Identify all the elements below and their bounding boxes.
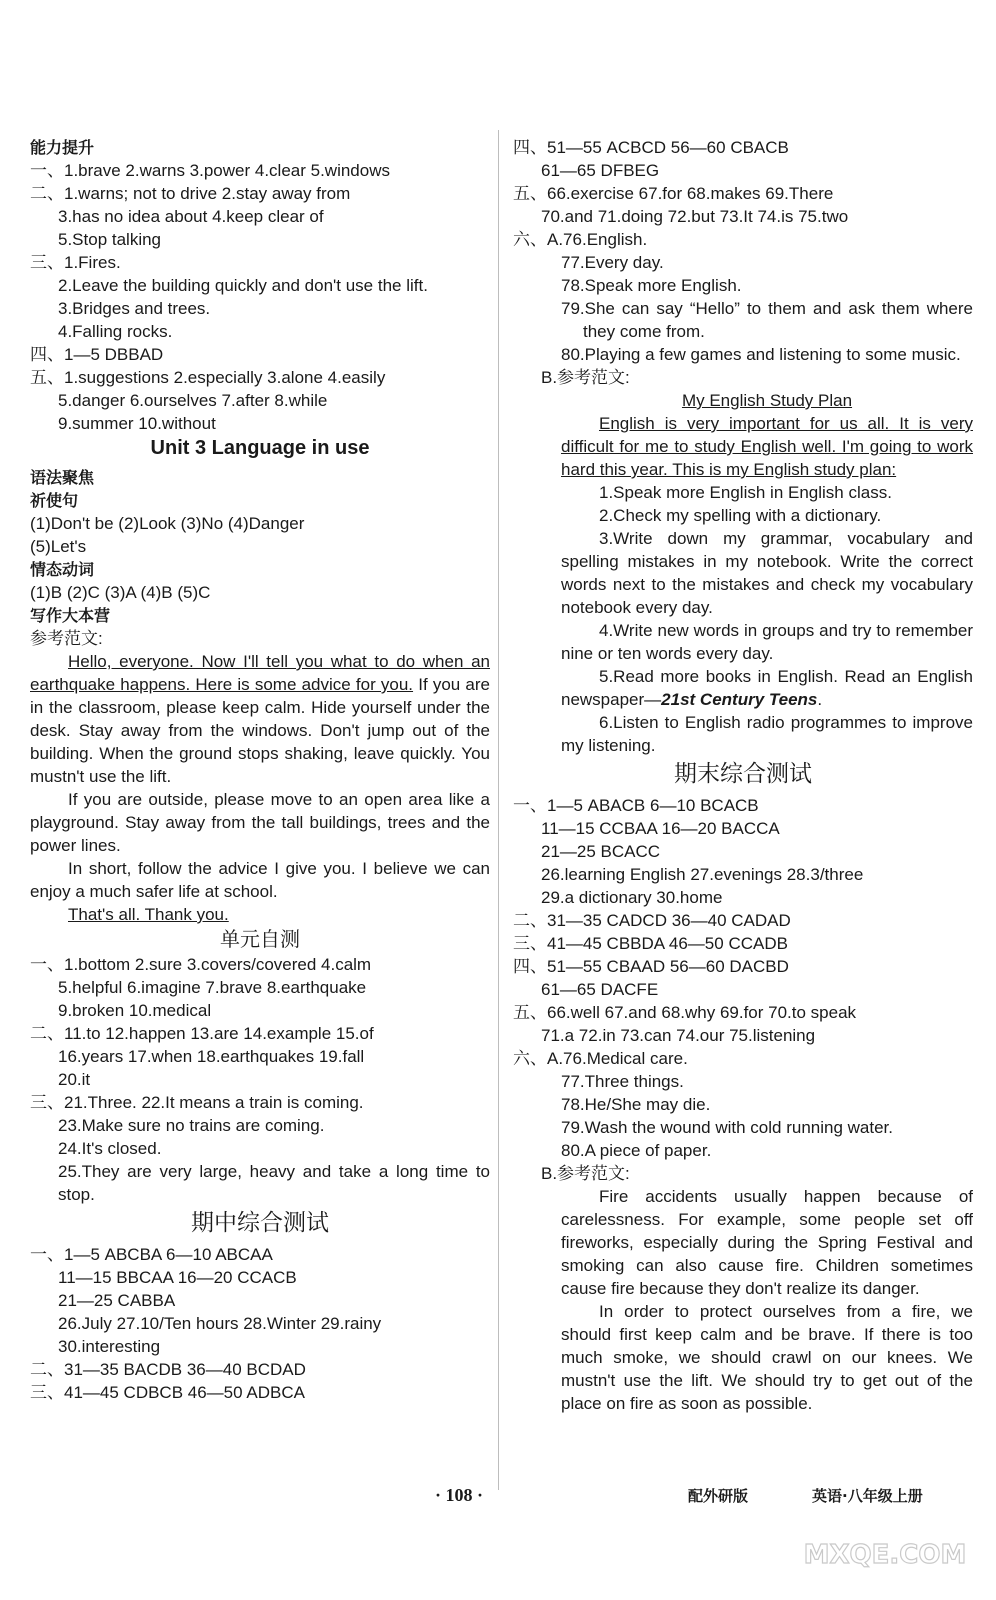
answer-line: 26.July 27.10/Ten hours 28.Winter 29.rainy [58,1314,382,1333]
essay-paragraph: If you are outside, please move to an open area like a playground. Stay away from the tall buildings, trees and the power lines. [30,790,490,855]
answer-line: (1)Don't be (2)Look (3)No (4)Danger [30,514,305,533]
section-heading: 期末综合测试 [674,761,812,787]
answer-line: 79.She can say “Hello” to them and ask them where they come from. [561,299,973,341]
answer-line: 77.Three things. [561,1072,684,1091]
answer-line: 六、A.76.English. [513,230,648,249]
essay-item: 6.Listen to English radio programmes to improve my listening. [561,713,973,755]
section-title: 能力提升 [30,138,95,157]
answer-line: 80.Playing a few games and listening to some music. [561,345,961,364]
answer-line: 五、1.suggestions 2.especially 3.alone 4.easily [30,368,386,387]
answer-line: 9.broken 10.medical [58,1001,212,1020]
sample-label: 参考范文: [30,629,103,648]
answer-line: 30.interesting [58,1337,161,1356]
answer-line: 二、31—35 BACDB 36—40 BCDAD [30,1360,306,1379]
subsection-title: 情态动词 [30,560,95,579]
essay-item-text: 5.Read more books in English. Read an English newspaper— [561,667,973,709]
essay-item: 2.Check my spelling with a dictionary. [599,506,882,525]
answer-line: 70.and 71.doing 72.but 73.It 74.is 75.two [541,207,849,226]
answer-line: 五、66.exercise 67.for 68.makes 69.There [513,184,834,203]
watermark-text: MXQE.COM [803,1540,967,1570]
answer-line: 23.Make sure no trains are coming. [58,1116,325,1135]
answer-line: 26.learning English 27.evenings 28.3/three [541,865,864,884]
answer-line: 5.Stop talking [58,230,162,249]
section-title: 写作大本营 [30,606,111,625]
answer-line: 11—15 BBCAA 16—20 CCACB [58,1268,297,1287]
essay-closing [30,903,490,926]
answer-line: 29.a dictionary 30.home [541,888,723,907]
answer-line: 71.a 72.in 73.can 74.our 75.listening [541,1026,816,1045]
essay-item [513,665,973,711]
essay-title: My English Study Plan [681,391,853,410]
sample-label: B.参考范文: [541,368,630,387]
answer-line: 3.Bridges and trees. [58,299,211,318]
essay-paragraph: In short, follow the advice I give you. I believe we can enjoy a much safer life at school. [30,859,490,901]
essay-item: 3.Write down my grammar, vocabulary and spelling mistakes in my notebook. Write the correct words next to the mistakes and check my vocabulary notebook every day. [561,529,973,617]
answer-line: 三、41—45 CDBCB 46—50 ADBCA [30,1383,305,1402]
answer-line: 一、1—5 ABCBA 6—10 ABCAA [30,1245,273,1264]
answer-line: 25.They are very large, heavy and take a long time to stop. [58,1162,490,1204]
answer-line: 3.has no idea about 4.keep clear of [58,207,324,226]
essay-item: 1.Speak more English in English class. [599,483,892,502]
answer-line: 21—25 CABBA [58,1291,176,1310]
newspaper-name: 21st Century Teens [661,690,818,709]
answer-line: 9.summer 10.without [58,414,216,433]
answer-line: 4.Falling rocks. [58,322,173,341]
answer-line: 三、41—45 CBBDA 46—50 CCADB [513,934,788,953]
answer-line: 80.A piece of paper. [561,1141,712,1160]
answer-line: 三、1.Fires. [30,253,121,272]
answer-line: 二、1.warns; not to drive 2.stay away from [30,184,351,203]
answer-line: 四、1—5 DBBAD [30,345,164,364]
answer-line: 四、51—55 CBAAD 56—60 DACBD [513,957,789,976]
answer-line: 五、66.well 67.and 68.why 69.for 70.to speak [513,1003,857,1022]
essay-paragraph: In order to protect ourselves from a fire, we should first keep calm and be brave. If there is too much smoke, we should crawl on our knees. We mustn't use the lift. We should try to get out of the place on fire as soon as possible. [561,1302,973,1413]
answer-line: 二、31—35 CADCD 36—40 CADAD [513,911,791,930]
page-number: · 108 · [435,1485,484,1505]
answer-line: 20.it [58,1070,91,1089]
essay-closing-text: That's all. Thank you. [68,905,229,924]
section-heading: 单元自测 [220,927,300,951]
unit-title: Unit 3 Language in use [150,437,370,459]
answer-line: 5.danger 6.ourselves 7.after 8.while [58,391,328,410]
essay-opening: Hello, everyone. Now I'll tell you what to do when an earthquake happens. Here is some advice for you. [30,652,490,694]
sample-label: B.参考范文: [541,1164,630,1183]
answer-line: 二、11.to 12.happen 13.are 14.example 15.of [30,1024,374,1043]
answer-line: 16.years 17.when 18.earthquakes 19.fall [58,1047,365,1066]
answer-line: 一、1.bottom 2.sure 3.covers/covered 4.calm [30,955,372,974]
answer-line: 三、21.Three. 22.It means a train is coming. [30,1093,364,1112]
subject-label: 英语·八年级上册 [812,1487,923,1505]
section-heading: 期中综合测试 [191,1210,329,1236]
answer-line: 六、A.76.Medical care. [513,1049,688,1068]
answer-line: 2.Leave the building quickly and don't use the lift. [58,276,428,295]
column-divider [498,130,499,1490]
essay-text: If you are in the classroom, please keep calm. Hide yourself under the desk. Stay away from the windows. Don't jump out of the building. When the ground stops shaking, leave quickly. You mustn't use the lift. [30,675,490,786]
answer-line: 78.Speak more English. [561,276,742,295]
answer-line: (5)Let's [30,537,87,556]
answer-line: 79.Wash the wound with cold running water. [561,1118,894,1137]
answer-line: 5.helpful 6.imagine 7.brave 8.earthquake [58,978,367,997]
essay-item: 4.Write new words in groups and try to remember nine or ten words every day. [561,621,973,663]
answer-line: 78.He/She may die. [561,1095,711,1114]
publisher-label: 配外研版 [688,1487,749,1505]
answer-line: 77.Every day. [561,253,664,272]
right-column [513,136,973,1415]
subsection-title: 祈使句 [30,491,79,510]
answer-line: 四、51—55 ACBCD 56—60 CBACB [513,138,789,157]
section-title: 语法聚焦 [30,468,95,487]
watermark-logo [800,1528,970,1578]
answer-line: 61—65 DFBEG [541,161,660,180]
answer-line: 24.It's closed. [58,1139,162,1158]
answer-line: 一、1.brave 2.warns 3.power 4.clear 5.windows [30,161,390,180]
answer-line: 一、1—5 ABACB 6—10 BCACB [513,796,759,815]
answer-line: 61—65 DACFE [541,980,659,999]
essay-item-end: . [817,690,823,709]
essay-paragraph [30,650,490,788]
answer-line: (1)B (2)C (3)A (4)B (5)C [30,583,211,602]
left-column [30,136,490,1404]
answer-line: 21—25 BCACC [541,842,661,861]
essay-paragraph: English is very important for us all. It is very difficult for me to study English well. I'm going to work hard this year. This is my English study plan: [561,414,973,479]
essay-paragraph: Fire accidents usually happen because of carelessness. For example, some people set off fireworks, especially during the Spring Festival and smoking can also cause fire. Children sometimes cause fire because they don't realize its danger. [561,1187,973,1298]
answer-line: 11—15 CCBAA 16—20 BACCA [541,819,780,838]
page-footer [0,1485,996,1515]
